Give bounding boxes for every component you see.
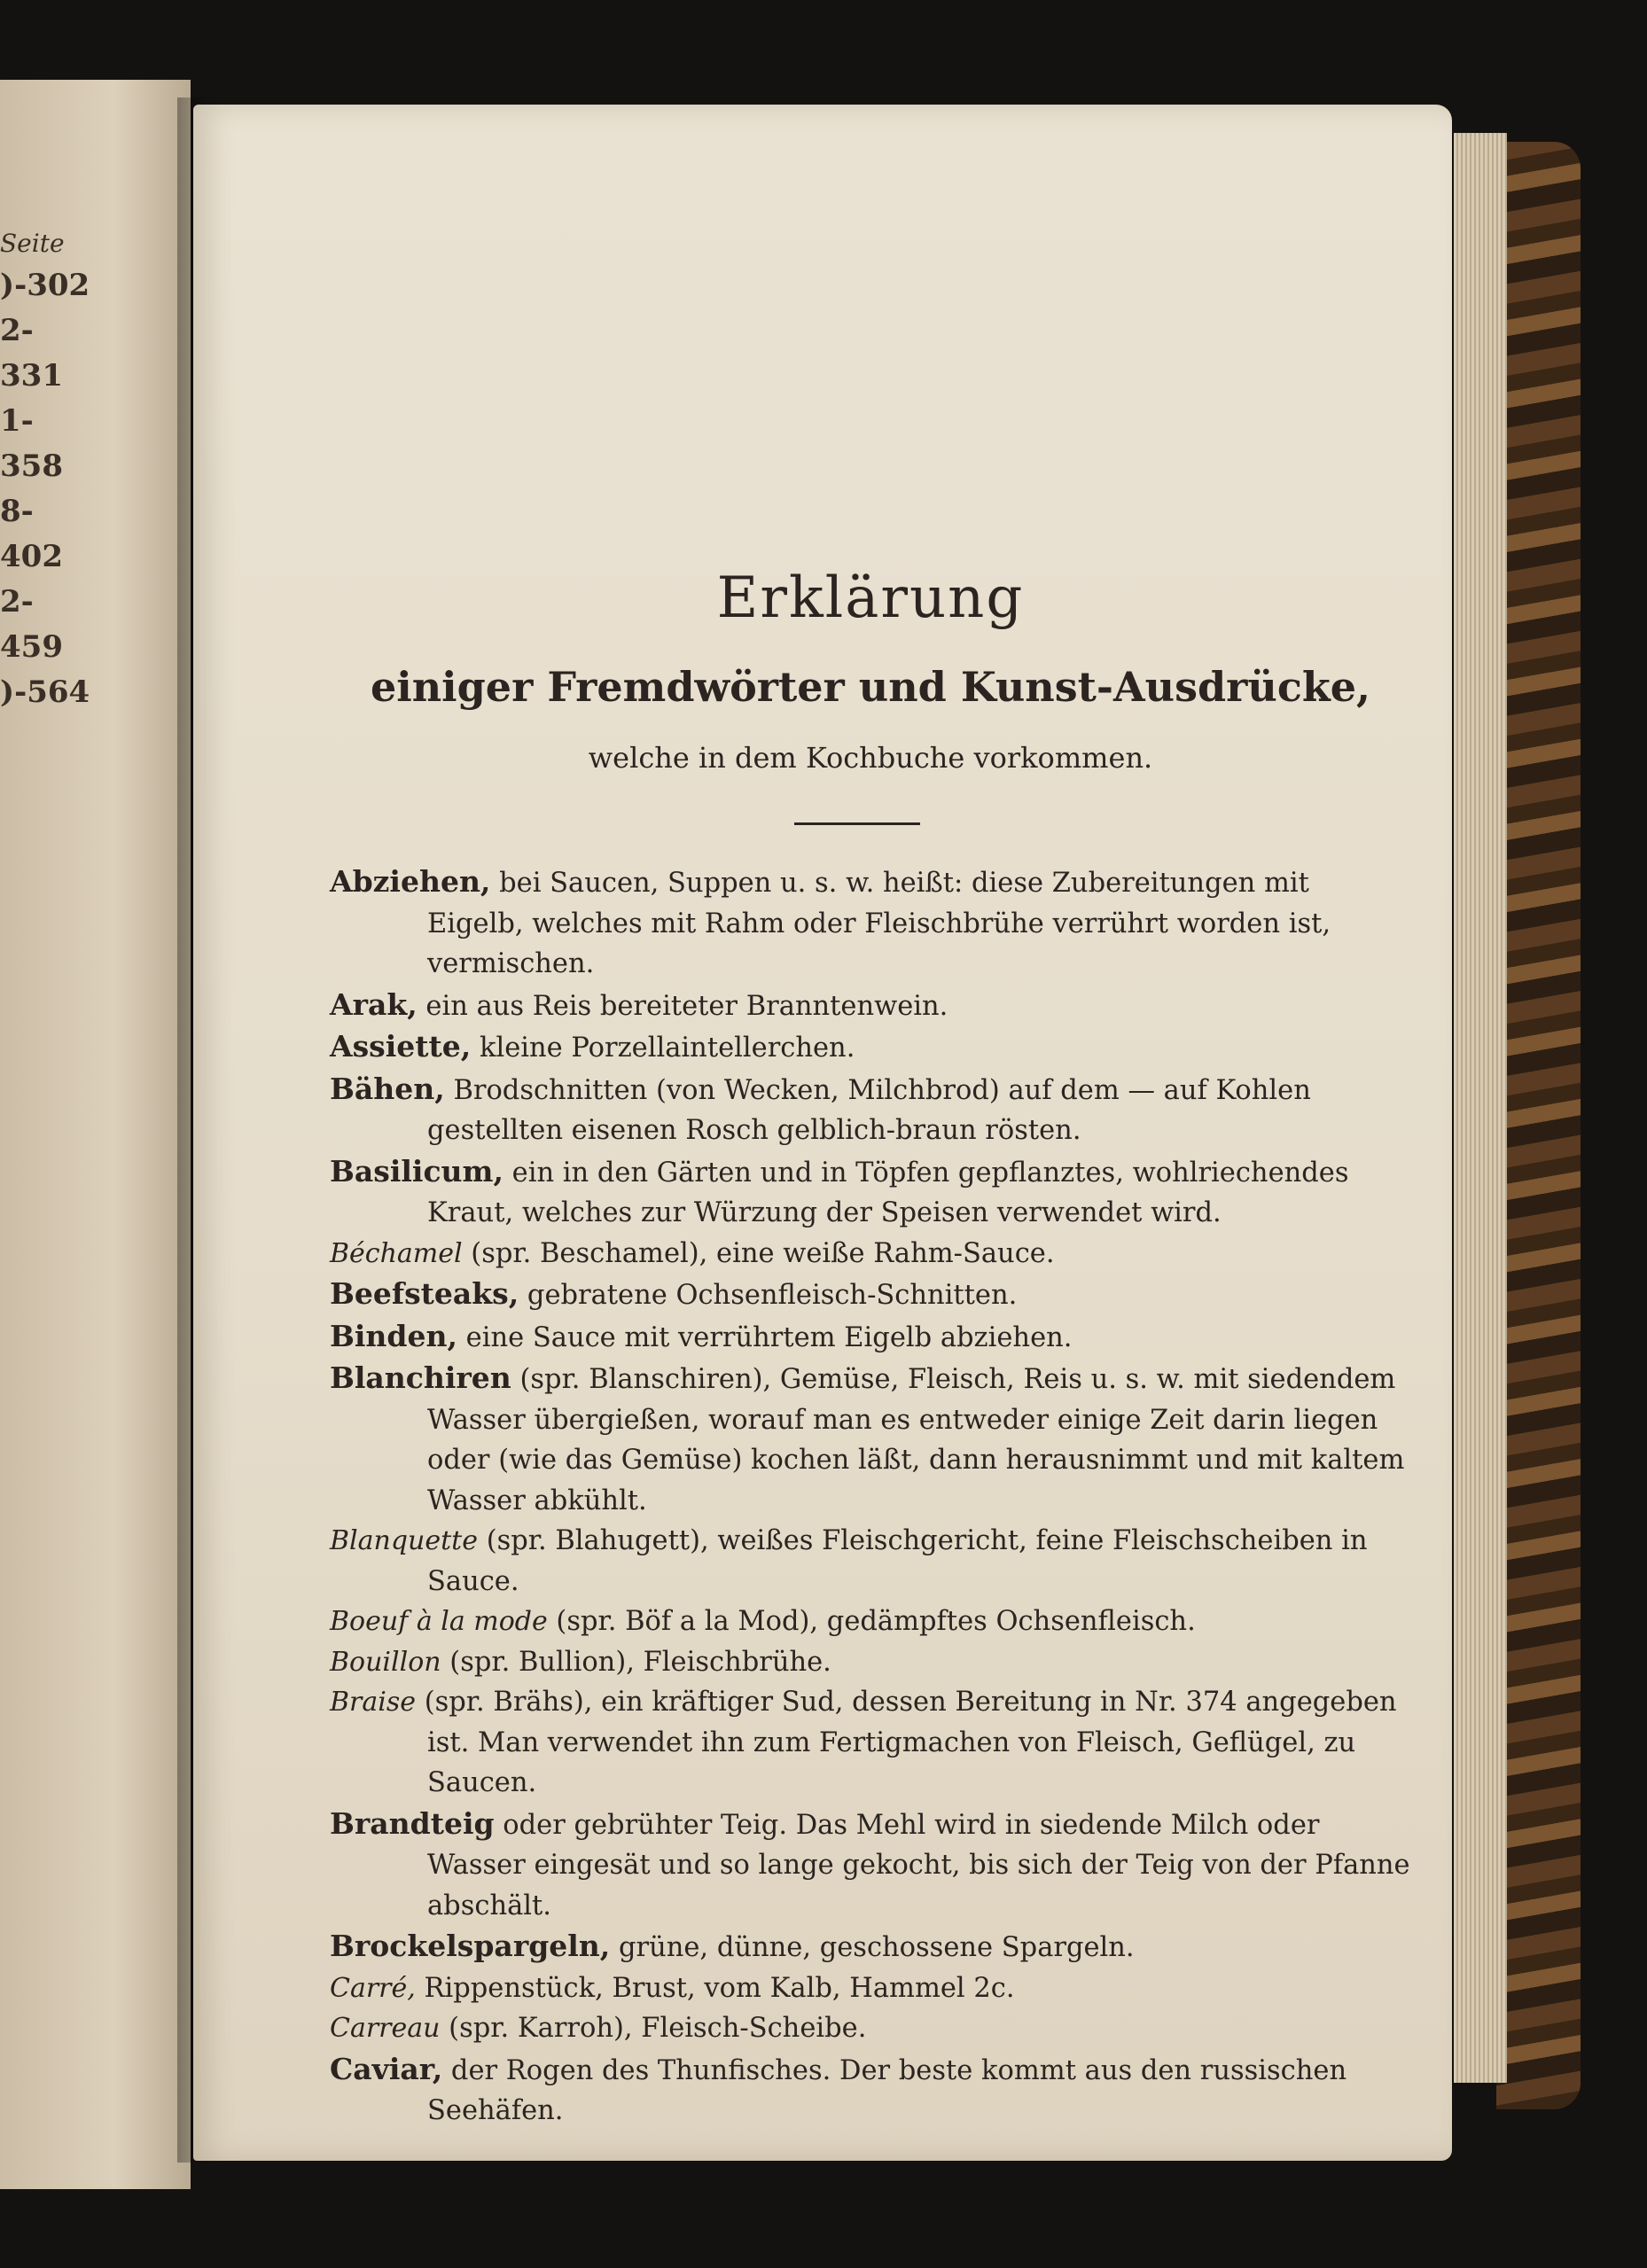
glossary-definition: kleine Porzellaintellerchen. xyxy=(471,1033,855,1064)
glossary-term: Basilicum, xyxy=(330,1153,503,1189)
glossary-definition: eine Sauce mit verrührtem Eigelb abziehen. xyxy=(457,1321,1073,1353)
glossary-entry xyxy=(330,2049,1411,2132)
glossary-entry xyxy=(330,1521,1411,1602)
left-page-index-fragment xyxy=(0,229,90,715)
glossary-term: Arak, xyxy=(330,986,418,1022)
glossary-definition: grüne, dünne, geschossene Spargeln. xyxy=(610,1932,1135,1963)
glossary-entry xyxy=(330,1926,1411,1968)
page-subtitle: einiger Fremdwörter und Kunst-Ausdrücke, xyxy=(370,663,1370,711)
glossary-entry xyxy=(330,1642,1411,1683)
glossary-entry xyxy=(330,1274,1411,1316)
glossary-entry xyxy=(330,2008,1411,2049)
book-cover-edge xyxy=(1496,142,1581,2109)
glossary-definition: ein in den Gärten und in Töpfen gepflanztes, wohlriechendes Kraut, welches zur Würzung der Speisen verwendet wird. xyxy=(427,1157,1349,1228)
glossary-term: Blanchiren xyxy=(330,1360,511,1395)
glossary-definition: (spr. Blahugett), weißes Fleischgericht, feine Fleischscheiben in Sauce. xyxy=(427,1525,1368,1597)
glossary-definition: (spr. Karroh), Fleisch-Scheibe. xyxy=(440,2013,867,2044)
glossary-term: Caviar, xyxy=(330,2051,443,2086)
glossary-entry xyxy=(330,1968,1411,2009)
glossary-definition: (spr. Beschamel), eine weiße Rahm-Sauce. xyxy=(462,1237,1055,1269)
glossary-definition: (spr. Böf a la Mod), gedämpftes Ochsenfleisch. xyxy=(547,1606,1196,1637)
glossary-entry xyxy=(330,985,1411,1027)
page-edges xyxy=(1454,133,1507,2083)
glossary-definition: Rippenstück, Brust, vom Kalb, Hammel 2c. xyxy=(415,1972,1015,2004)
left-page-range: )-564 xyxy=(0,674,90,710)
glossary-definition: bei Saucen, Suppen u. s. w. heißt: diese Zubereitungen mit Eigelb, welches mit Rahm oder Fleischbrühe verrührt worden ist, vermischen. xyxy=(427,868,1331,979)
glossary-term: Brandteig xyxy=(330,1805,495,1841)
glossary-definition: (spr. Bullion), Fleischbrühe. xyxy=(441,1646,831,1678)
divider-rule xyxy=(794,822,920,825)
glossary-definition: (spr. Brähs), ein kräftiger Sud, dessen Bereitung in Nr. 374 angegeben ist. Man verwendet ihn zum Fertigmachen von Fleisch, Geflügel, zu Saucen. xyxy=(416,1687,1397,1798)
page-subtitle-secondary: welche in dem Kochbuche vorkommen. xyxy=(588,741,1153,775)
glossary-entry xyxy=(330,1316,1411,1359)
glossary-term: Binden, xyxy=(330,1318,457,1353)
glossary-term: Beefsteaks, xyxy=(330,1276,519,1311)
glossary-entry xyxy=(330,1682,1411,1804)
glossary-term: Braise xyxy=(330,1687,417,1718)
glossary-term: Carreau xyxy=(330,2013,441,2044)
glossary-definition: ein aus Reis bereiteter Branntenwein. xyxy=(417,990,948,1022)
glossary-term: Béchamel xyxy=(330,1237,463,1269)
glossary-term: Carré, xyxy=(330,1972,416,2004)
glossary-list xyxy=(330,861,1411,2132)
glossary-definition: gebratene Ochsenfleisch-Schnitten. xyxy=(519,1280,1018,1311)
left-page-header: Seite xyxy=(0,229,65,258)
glossary-term: Blanquette xyxy=(330,1525,478,1556)
glossary-definition: oder gebrühter Teig. Das Mehl wird in siedende Milch oder Wasser eingesät und so lange gekocht, bis sich der Teig von der Pfanne abschält. xyxy=(427,1809,1410,1921)
glossary-term: Brockelspargeln, xyxy=(330,1929,611,1963)
left-page-range: 1-358 xyxy=(0,403,63,484)
glossary-term: Abziehen, xyxy=(330,864,491,899)
glossary-term: Bouillon xyxy=(330,1646,441,1678)
glossary-entry xyxy=(330,1151,1411,1234)
glossary-term: Bähen, xyxy=(330,1071,445,1106)
glossary-entry xyxy=(330,1234,1411,1274)
left-page-range: )-302 xyxy=(0,268,90,303)
left-page-range: 8-402 xyxy=(0,494,63,574)
glossary-entry xyxy=(330,1804,1411,1927)
glossary-entry xyxy=(330,1602,1411,1642)
glossary-entry xyxy=(330,1069,1411,1151)
glossary-definition: (spr. Blanschiren), Gemüse, Fleisch, Reis u. s. w. mit siedendem Wasser übergießen, worauf man es entweder einige Zeit darin liegen oder (wie das Gemüse) kochen läßt, dann herausnimmt und mit kaltem Wasser abkühlt. xyxy=(427,1364,1405,1516)
glossary-definition: Brodschnitten (von Wecken, Milchbrod) auf dem — auf Kohlen gestellten eisenen Rosch gelblich-braun rösten. xyxy=(427,1074,1311,1146)
glossary-entry xyxy=(330,1026,1411,1069)
left-page-range: 2-331 xyxy=(0,313,63,394)
glossary-term: Boeuf à la mode xyxy=(330,1606,548,1637)
left-page-range: 2-459 xyxy=(0,584,63,665)
glossary-entry xyxy=(330,861,1411,985)
glossary-term: Assiette, xyxy=(330,1029,472,1064)
glossary-definition: der Rogen des Thunfisches. Der beste kommt aus den russischen Seehäfen. xyxy=(427,2054,1347,2126)
glossary-entry xyxy=(330,1358,1411,1521)
page-title: Erklärung xyxy=(716,565,1025,631)
